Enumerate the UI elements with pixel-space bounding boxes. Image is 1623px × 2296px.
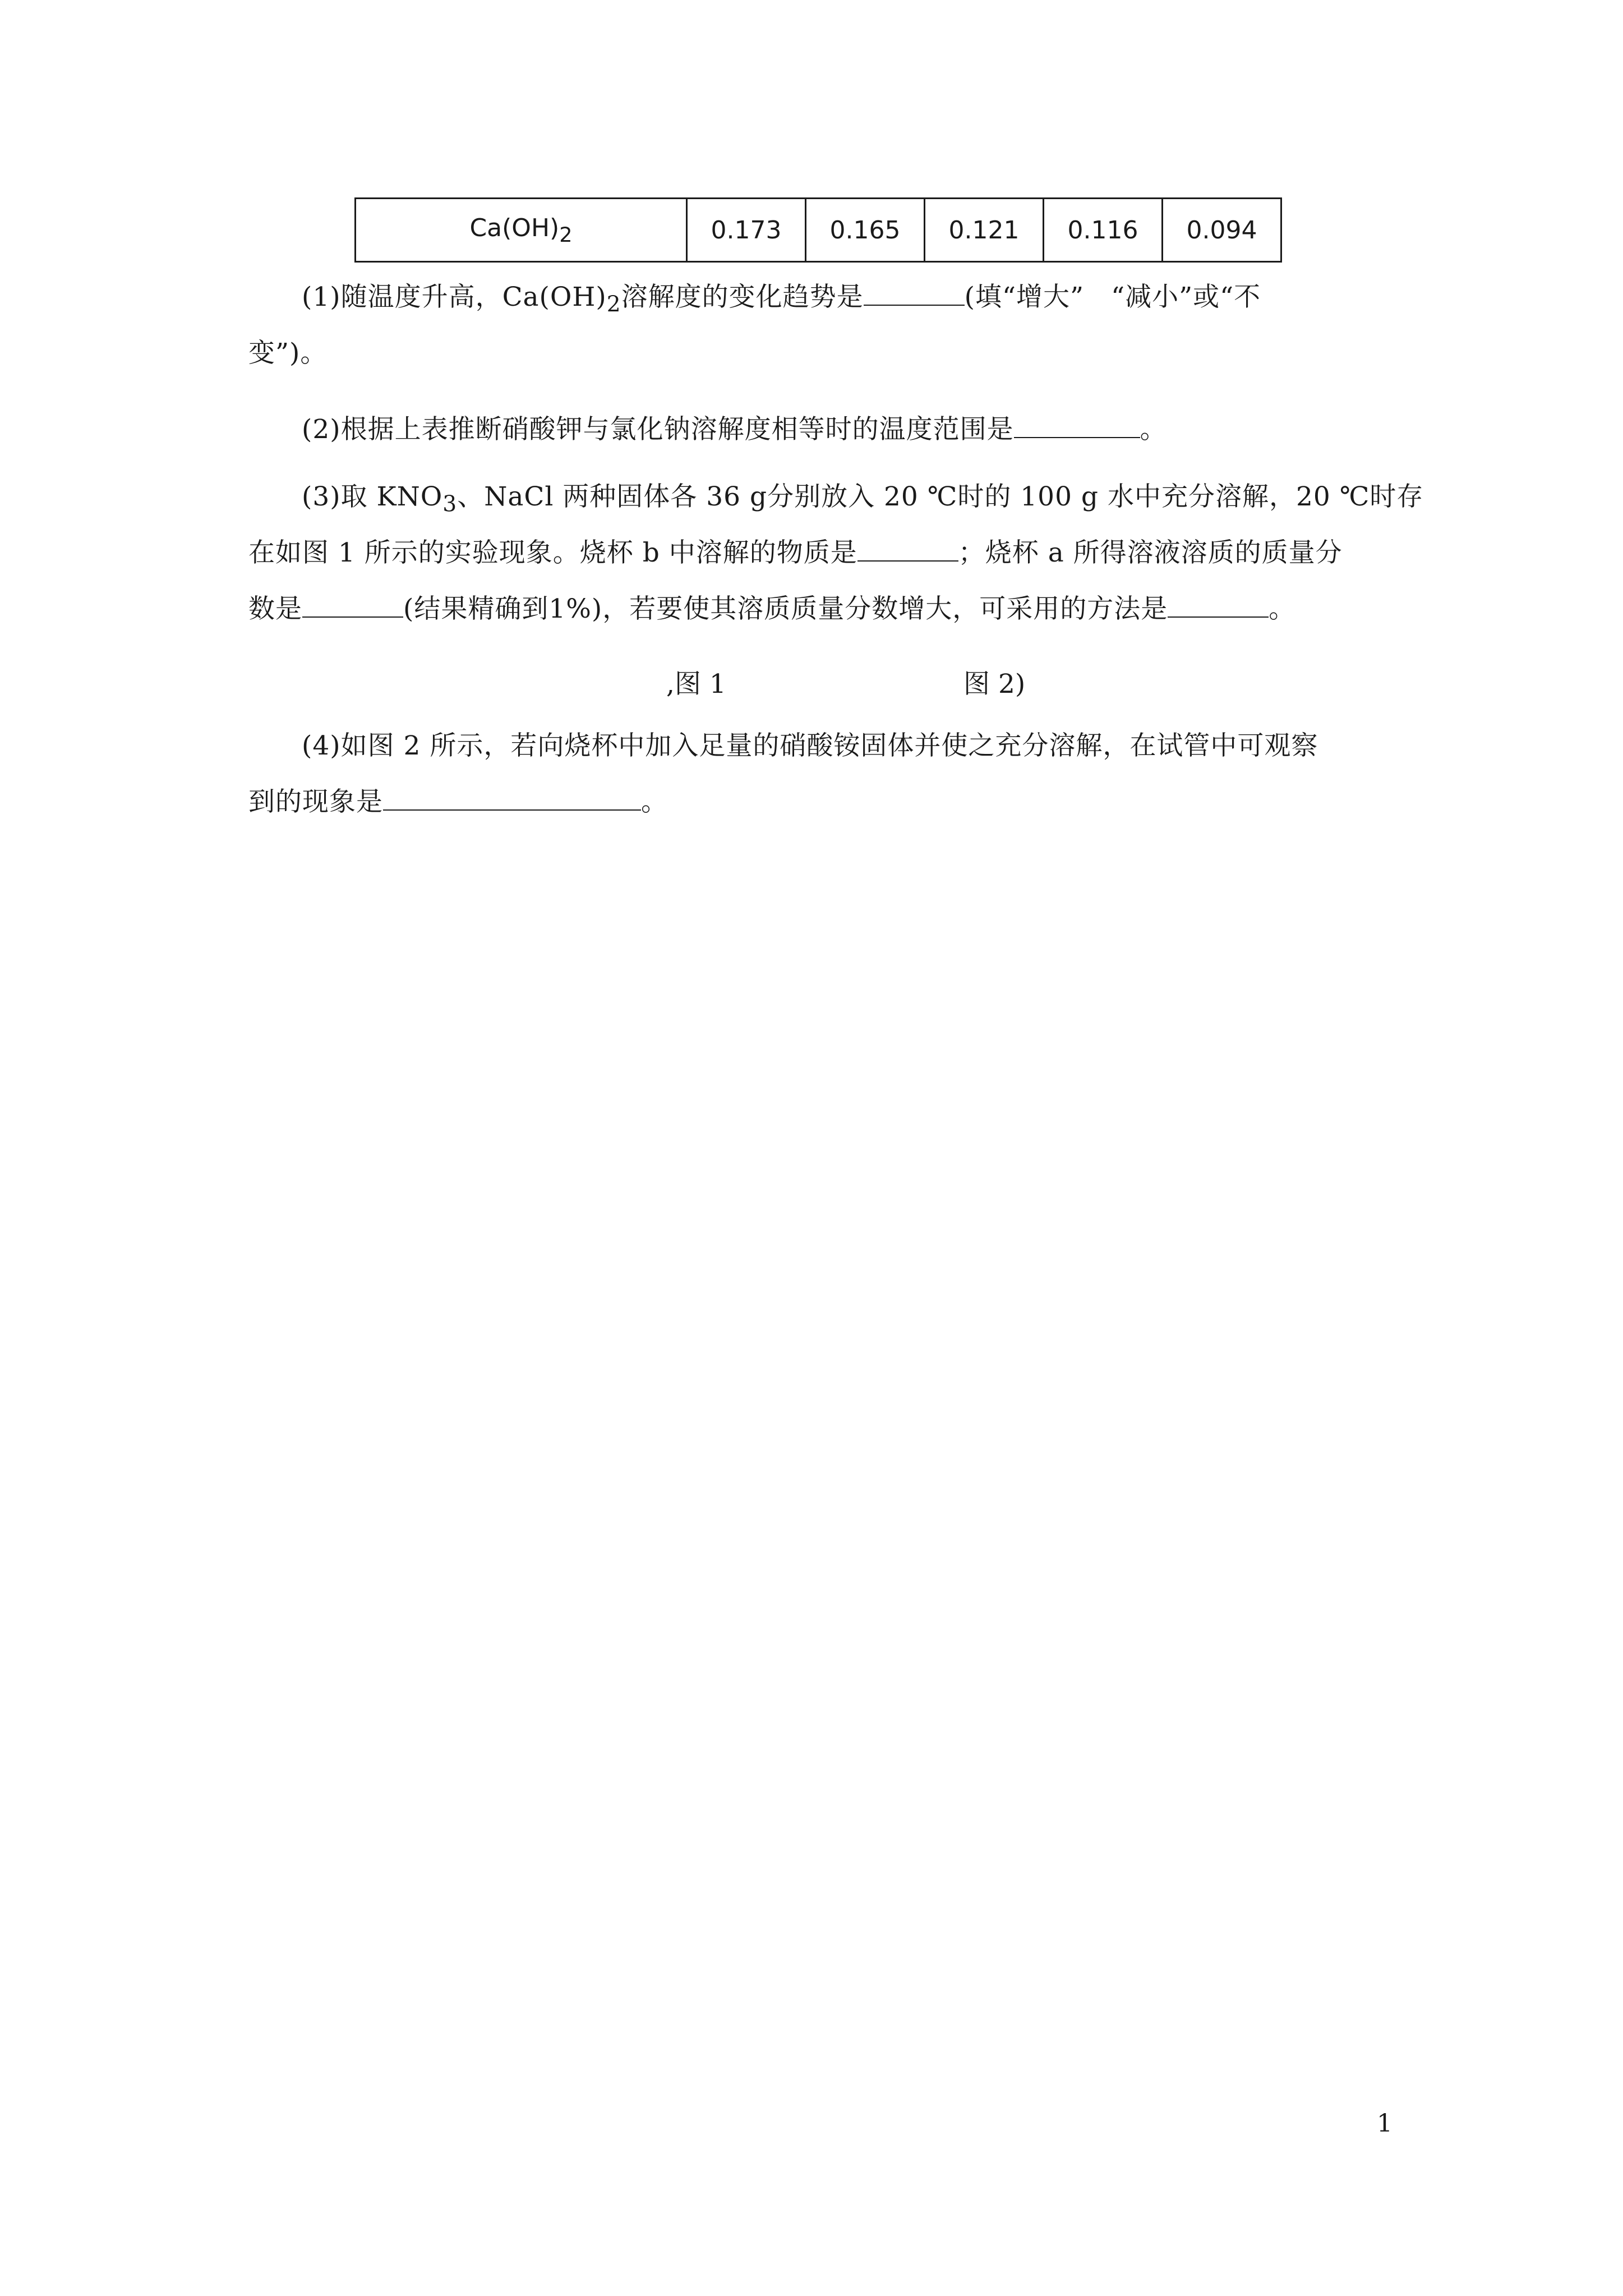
table-cell-substance bbox=[356, 199, 687, 262]
substance-subscript: 2 bbox=[559, 222, 573, 247]
question-2-line-1 bbox=[248, 402, 1393, 458]
question-4-line-2 bbox=[248, 774, 1393, 830]
figure-2-caption: 图 2) bbox=[963, 669, 1026, 700]
question-3 bbox=[248, 469, 1424, 637]
q2-text-a: (2)根据上表推断硝酸钾与氯化钠溶解度相等时的温度范围是 bbox=[302, 414, 1014, 445]
q1-subscript: 2 bbox=[606, 292, 621, 318]
answer-blank[interactable] bbox=[302, 591, 403, 618]
question-3-line-3 bbox=[248, 581, 1393, 637]
q4-text-a: 到的现象是 bbox=[248, 786, 383, 817]
question-1-line-2: 变”)。 bbox=[248, 338, 328, 369]
table-row bbox=[356, 199, 1281, 262]
answer-blank[interactable] bbox=[857, 535, 958, 562]
q3-text-d: ；烧杯 a 所得溶液溶质的质量分 bbox=[958, 537, 1343, 568]
question-4 bbox=[248, 718, 1393, 830]
answer-blank[interactable] bbox=[383, 784, 641, 811]
page-number: 1 bbox=[1377, 2109, 1393, 2138]
table-cell-value: 0.173 bbox=[687, 199, 806, 262]
q3-text-f: (结果精确到1%)，若要使其溶质质量分数增大，可采用的方法是 bbox=[403, 593, 1168, 624]
table-cell-value: 0.165 bbox=[806, 199, 925, 262]
answer-blank[interactable] bbox=[1014, 411, 1140, 438]
question-3-line-1 bbox=[248, 469, 1424, 525]
q3-text-g: 。 bbox=[1269, 593, 1296, 624]
answer-blank[interactable] bbox=[1168, 591, 1269, 618]
answer-blank[interactable] bbox=[864, 279, 965, 306]
q3-subscript: 3 bbox=[442, 491, 458, 517]
q1-text-a: (1)随温度升高，Ca(OH) bbox=[302, 282, 607, 312]
question-1 bbox=[248, 269, 1393, 381]
question-1-line-1 bbox=[248, 269, 1393, 325]
table-cell-value: 0.094 bbox=[1163, 199, 1281, 262]
question-4-line-1: (4)如图 2 所示，若向烧杯中加入足量的硝酸铵固体并使之充分溶解，在试管中可观察 bbox=[302, 730, 1318, 761]
solubility-table bbox=[354, 197, 1282, 263]
substance-name: Ca(OH) bbox=[469, 213, 560, 242]
question-3-line-2 bbox=[248, 525, 1393, 581]
q1-text-c: (填“增大” “减小”或“不 bbox=[964, 282, 1261, 312]
q4-text-b: 。 bbox=[641, 786, 668, 817]
table-cell-value: 0.116 bbox=[1044, 199, 1163, 262]
q2-text-b: 。 bbox=[1140, 414, 1167, 445]
q3-text-a: (3)取 KNO bbox=[302, 481, 443, 512]
q3-text-e: 数是 bbox=[248, 593, 302, 624]
q1-text-b: 溶解度的变化趋势是 bbox=[621, 282, 864, 312]
figure-1-caption: ,图 1 bbox=[666, 669, 726, 700]
table-cell-value: 0.121 bbox=[925, 199, 1044, 262]
q3-text-c: 在如图 1 所示的实验现象。烧杯 b 中溶解的物质是 bbox=[248, 537, 857, 568]
question-2 bbox=[248, 402, 1393, 458]
q3-text-b: 、NaCl 两种固体各 36 g分别放入 20 ℃时的 100 g 水中充分溶解，20 ℃时存 bbox=[457, 481, 1424, 512]
